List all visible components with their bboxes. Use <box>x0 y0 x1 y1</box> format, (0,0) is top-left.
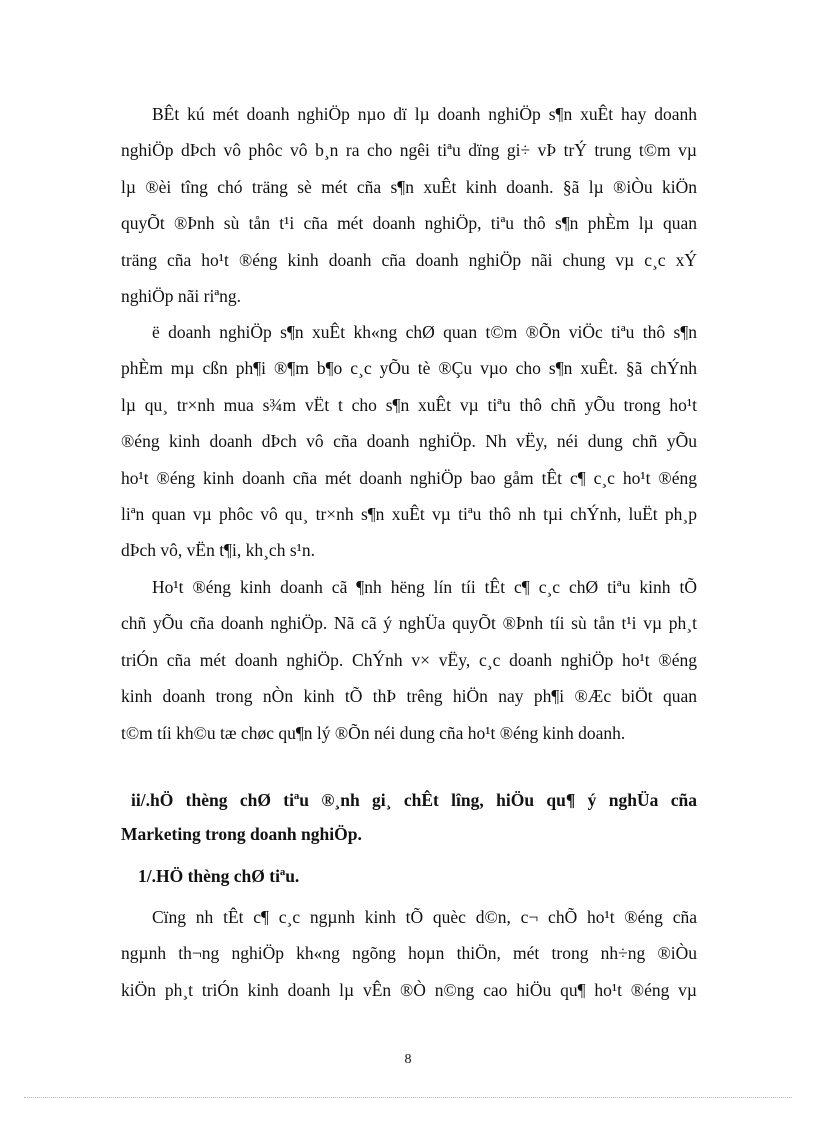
paragraph-line: nghiÖp dÞch vô phôc vô b¸n ra cho ngêi tiªu dïng gi÷ vÞ trÝ trung t©m vµ <box>121 140 697 161</box>
paragraph-line: phÈm mµ cßn ph¶i ®¶m b¶o c¸c yÕu tè ®Çu vµo cho s¶n xuÊt. §ã chÝnh <box>121 358 697 379</box>
paragraph-line: ngµnh th¬ng nghiÖp kh«ng ngõng hoµn thiÖn, mét trong nh÷ng ®iÒu <box>121 943 697 964</box>
paragraph-line: träng cña ho¹t ®éng kinh doanh cña doanh nghiÖp nãi chung vµ c¸c xÝ <box>121 249 697 270</box>
paragraph-line: ë doanh nghiÖp s¶n xuÊt kh«ng chØ quan t©m ®Õn viÖc tiªu thô s¶n <box>152 322 697 342</box>
section-heading <box>121 784 697 852</box>
paragraph-3 <box>121 569 697 751</box>
paragraph-line: kinh doanh trong nÒn kinh tÕ thÞ trêng hiÖn nay ph¶i ®Æc biÖt quan <box>121 686 697 707</box>
paragraph-line: kiÖn ph¸t triÓn kinh doanh lµ vÊn ®Ò n©ng cao hiÖu qu¶ ho¹t ®éng vµ <box>121 979 697 1000</box>
paragraph-line: ®éng kinh doanh dÞch vô cña doanh nghiÖp. Nh vËy, néi dung chñ yÕu <box>121 431 697 452</box>
paragraph-2 <box>121 314 697 569</box>
paragraph-line: nghiÖp nãi riªng. <box>121 286 242 307</box>
paragraph-line: lµ ®èi tîng chó träng sè mét cña s¶n xuÊt kinh doanh. §ã lµ ®iÒu kiÖn <box>121 176 697 197</box>
paragraph-1 <box>121 96 697 314</box>
paragraph-line: Cïng nh tÊt c¶ c¸c ngµnh kinh tÕ quèc d©n, c¬ chÕ ho¹t ®éng cña <box>152 907 697 927</box>
paragraph-line: Ho¹t ®éng kinh doanh cã ¶nh hëng lín tíi tÊt c¶ c¸c chØ tiªu kinh tÕ <box>152 577 697 597</box>
paragraph-line: quyÕt ®Þnh sù tån t¹i cña mét doanh nghiÖp, tiªu thô s¶n phÈm lµ quan <box>121 213 697 234</box>
page-bottom-divider <box>24 1097 792 1098</box>
paragraph-4 <box>121 899 697 1008</box>
paragraph-line: liªn quan vµ phôc vô qu¸ tr×nh s¶n xuÊt vµ tiªu thô nh tµi chÝnh, luËt ph¸p <box>121 504 697 525</box>
paragraph-line: lµ qu¸ tr×nh mua s¾m vËt t cho s¶n xuÊt vµ tiªu thô chñ yÕu trong ho¹t <box>121 394 697 415</box>
section-heading-line-1: ii/.hÖ thèng chØ tiªu ®¸nh gi¸ chÊt lîng, hiÖu qu¶ ý nghÜa cña <box>131 790 697 810</box>
paragraph-line: triÓn cña mét doanh nghiÖp. ChÝnh v× vËy, c¸c doanh nghiÖp ho¹t ®éng <box>121 649 697 670</box>
paragraph-line: chñ yÕu cña doanh nghiÖp. Nã cã ý nghÜa quyÕt ®Þnh tíi sù tån t¹i vµ ph¸t <box>121 613 697 634</box>
subheading: 1/.HÖ thèng chØ tiªu. <box>138 866 300 886</box>
paragraph-line: dÞch vô, vËn t¶i, kh¸ch s¹n. <box>121 540 315 561</box>
section-heading-line-2: Marketing trong doanh nghiÖp. <box>121 823 362 844</box>
paragraph-line: t©m tíi kh©u tæ chøc qu¶n lý ®Õn néi dung cña ho¹t ®éng kinh doanh. <box>121 722 626 743</box>
page-number: 8 <box>404 1052 412 1067</box>
paragraph-line: ho¹t ®éng kinh doanh cña mét doanh nghiÖp bao gåm tÊt c¶ c¸c ho¹t ®éng <box>121 467 697 488</box>
paragraph-line: BÊt kú mét doanh nghiÖp nµo dï lµ doanh nghiÖp s¶n xuÊt hay doanh <box>152 104 697 124</box>
